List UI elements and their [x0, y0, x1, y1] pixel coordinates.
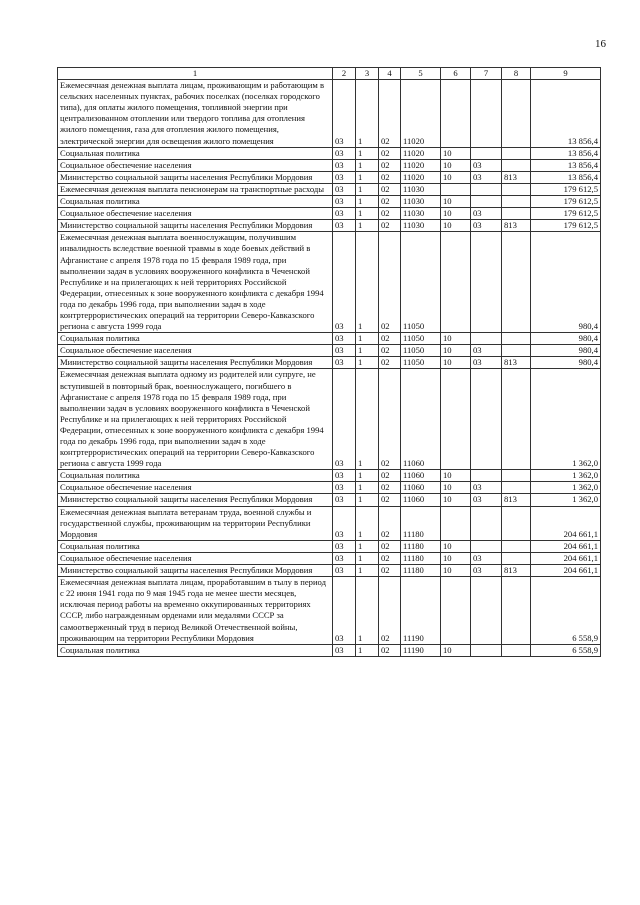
column-header: 2 — [333, 68, 356, 80]
code-rz: 03 — [333, 232, 356, 333]
code-vr — [471, 80, 502, 148]
code-pr: 1 — [356, 540, 379, 552]
code-pr: 1 — [356, 552, 379, 564]
code-ved: 10 — [441, 159, 471, 171]
amount: 6 558,9 — [531, 577, 601, 645]
code-gl — [502, 369, 531, 470]
row-name: Ежемесячная денежная выплата пенсионерам на транспортные расходы — [58, 183, 333, 195]
code-vr: 03 — [471, 345, 502, 357]
code-cs: 02 — [379, 80, 401, 148]
column-header: 7 — [471, 68, 502, 80]
table-row — [58, 565, 601, 577]
code-rz: 03 — [333, 196, 356, 208]
row-name: Социальное обеспечение населения — [58, 482, 333, 494]
code-pr: 1 — [356, 345, 379, 357]
code-vr — [471, 577, 502, 645]
amount: 1 362,0 — [531, 482, 601, 494]
row-name: Социальная политика — [58, 470, 333, 482]
table-row — [58, 369, 601, 470]
code-cs-num: 11020 — [401, 159, 441, 171]
code-cs-num: 11020 — [401, 171, 441, 183]
row-name: Социальная политика — [58, 196, 333, 208]
code-cs: 02 — [379, 470, 401, 482]
amount: 204 661,1 — [531, 540, 601, 552]
row-name: Социальная политика — [58, 147, 333, 159]
row-name: Министерство социальной защиты населения Республики Мордовия — [58, 171, 333, 183]
table-row — [58, 183, 601, 195]
amount: 179 612,5 — [531, 208, 601, 220]
code-pr: 1 — [356, 577, 379, 645]
code-ved: 10 — [441, 540, 471, 552]
code-ved — [441, 577, 471, 645]
code-pr: 1 — [356, 506, 379, 540]
amount: 204 661,1 — [531, 506, 601, 540]
code-ved: 10 — [441, 196, 471, 208]
code-pr: 1 — [356, 159, 379, 171]
code-cs: 02 — [379, 183, 401, 195]
code-ved: 10 — [441, 494, 471, 506]
code-ved: 10 — [441, 147, 471, 159]
code-gl — [502, 183, 531, 195]
code-pr: 1 — [356, 171, 379, 183]
code-rz: 03 — [333, 470, 356, 482]
code-vr — [471, 183, 502, 195]
code-gl — [502, 540, 531, 552]
code-vr — [471, 644, 502, 656]
code-pr: 1 — [356, 369, 379, 470]
budget-table — [57, 67, 601, 657]
code-vr: 03 — [471, 357, 502, 369]
code-vr — [471, 232, 502, 333]
amount: 13 856,4 — [531, 147, 601, 159]
row-name: Социальная политика — [58, 540, 333, 552]
code-cs-num: 11030 — [401, 183, 441, 195]
code-vr: 03 — [471, 482, 502, 494]
code-gl — [502, 196, 531, 208]
row-name: Министерство социальной защиты населения Республики Мордовия — [58, 357, 333, 369]
code-cs: 02 — [379, 345, 401, 357]
code-cs: 02 — [379, 506, 401, 540]
code-pr: 1 — [356, 208, 379, 220]
code-rz: 03 — [333, 208, 356, 220]
code-cs: 02 — [379, 357, 401, 369]
column-header: 6 — [441, 68, 471, 80]
code-ved — [441, 183, 471, 195]
code-rz: 03 — [333, 482, 356, 494]
code-pr: 1 — [356, 565, 379, 577]
code-pr: 1 — [356, 196, 379, 208]
code-pr: 1 — [356, 470, 379, 482]
code-rz: 03 — [333, 183, 356, 195]
code-cs: 02 — [379, 171, 401, 183]
amount: 1 362,0 — [531, 470, 601, 482]
code-gl: 813 — [502, 171, 531, 183]
row-name: Социальная политика — [58, 333, 333, 345]
code-cs-num: 11030 — [401, 208, 441, 220]
code-pr: 1 — [356, 183, 379, 195]
code-ved: 10 — [441, 552, 471, 564]
code-ved: 10 — [441, 345, 471, 357]
code-rz: 03 — [333, 345, 356, 357]
row-name: Ежемесячная денежная выплата лицам, проработавшим в тылу в период с 22 июня 1941 года по 9 мая 1945 года не менее шести месяцев, исключая период работы на временно оккупированных территориях СССР, либо награжденным орденами или медалями СССР за самоотверженный труд в период Великой Отечественной войны, проживающим на территории Республики Мордовия — [58, 577, 333, 645]
row-name: Социальное обеспечение населения — [58, 552, 333, 564]
code-ved: 10 — [441, 220, 471, 232]
code-gl — [502, 506, 531, 540]
code-cs-num: 11180 — [401, 506, 441, 540]
code-rz: 03 — [333, 147, 356, 159]
code-cs: 02 — [379, 644, 401, 656]
code-vr: 03 — [471, 494, 502, 506]
code-gl: 813 — [502, 357, 531, 369]
code-ved: 10 — [441, 333, 471, 345]
code-vr — [471, 470, 502, 482]
code-ved: 10 — [441, 470, 471, 482]
table-row — [58, 232, 601, 333]
code-gl: 813 — [502, 220, 531, 232]
amount: 13 856,4 — [531, 80, 601, 148]
code-gl — [502, 552, 531, 564]
table-row — [58, 552, 601, 564]
table-row — [58, 196, 601, 208]
code-vr — [471, 196, 502, 208]
code-ved — [441, 232, 471, 333]
code-cs-num: 11030 — [401, 196, 441, 208]
row-name: Ежемесячная денежная выплата одному из родителей или супруге, не вступившей в повторный брак, военнослужащего, погибшего в Афганистане с апреля 1978 года по 15 февраля 1989 года, при выполнении задач в условиях вооруженного конфликта в Чеченской Республике и на прилегающих к ней территориях Российской Федерации, отнесенных к зоне вооруженного конфликта с декабря 1994 года по декабрь 1996 года, при выполнении задач в ходе контртеррористических операций на территории Северо-Кавказского региона с августа 1999 года — [58, 369, 333, 470]
row-name: Социальное обеспечение населения — [58, 345, 333, 357]
code-vr — [471, 540, 502, 552]
code-gl — [502, 80, 531, 148]
code-cs-num: 11020 — [401, 80, 441, 148]
code-gl — [502, 644, 531, 656]
code-pr: 1 — [356, 482, 379, 494]
code-cs: 02 — [379, 540, 401, 552]
code-pr: 1 — [356, 333, 379, 345]
code-cs-num: 11060 — [401, 470, 441, 482]
code-gl — [502, 482, 531, 494]
row-name: Ежемесячная денежная выплата ветеранам труда, военной службы и государственной службы, проживающим на территории Республики Мордовия — [58, 506, 333, 540]
code-pr: 1 — [356, 220, 379, 232]
code-cs-num: 11050 — [401, 232, 441, 333]
code-cs: 02 — [379, 494, 401, 506]
row-name: Социальное обеспечение населения — [58, 208, 333, 220]
row-name: Социальная политика — [58, 644, 333, 656]
row-name: Министерство социальной защиты населения Республики Мордовия — [58, 565, 333, 577]
code-cs-num: 11050 — [401, 333, 441, 345]
code-cs: 02 — [379, 482, 401, 494]
table-row — [58, 333, 601, 345]
column-header: 3 — [356, 68, 379, 80]
code-rz: 03 — [333, 494, 356, 506]
amount: 13 856,4 — [531, 159, 601, 171]
table-row — [58, 577, 601, 645]
amount: 6 558,9 — [531, 644, 601, 656]
code-ved: 10 — [441, 482, 471, 494]
amount: 980,4 — [531, 357, 601, 369]
code-pr: 1 — [356, 357, 379, 369]
code-pr: 1 — [356, 232, 379, 333]
code-gl: 813 — [502, 565, 531, 577]
code-gl — [502, 208, 531, 220]
code-cs-num: 11190 — [401, 644, 441, 656]
code-cs: 02 — [379, 220, 401, 232]
table-row — [58, 494, 601, 506]
header-row — [58, 68, 601, 80]
code-pr: 1 — [356, 147, 379, 159]
code-cs-num: 11050 — [401, 357, 441, 369]
code-cs-num: 11020 — [401, 147, 441, 159]
code-cs: 02 — [379, 196, 401, 208]
amount: 204 661,1 — [531, 552, 601, 564]
code-gl: 813 — [502, 494, 531, 506]
code-rz: 03 — [333, 159, 356, 171]
code-cs-num: 11190 — [401, 577, 441, 645]
code-gl — [502, 470, 531, 482]
amount: 980,4 — [531, 333, 601, 345]
code-vr — [471, 506, 502, 540]
code-rz: 03 — [333, 80, 356, 148]
code-pr: 1 — [356, 644, 379, 656]
code-gl — [502, 147, 531, 159]
code-rz: 03 — [333, 369, 356, 470]
row-name: Социальное обеспечение населения — [58, 159, 333, 171]
code-cs-num: 11180 — [401, 565, 441, 577]
column-header: 4 — [379, 68, 401, 80]
code-gl — [502, 159, 531, 171]
column-header: 5 — [401, 68, 441, 80]
amount: 179 612,5 — [531, 196, 601, 208]
amount: 204 661,1 — [531, 565, 601, 577]
column-header: 9 — [531, 68, 601, 80]
code-rz: 03 — [333, 171, 356, 183]
code-cs: 02 — [379, 147, 401, 159]
code-cs-num: 11060 — [401, 369, 441, 470]
amount: 13 856,4 — [531, 171, 601, 183]
code-gl — [502, 577, 531, 645]
table-row — [58, 357, 601, 369]
code-cs: 02 — [379, 369, 401, 470]
table-row — [58, 482, 601, 494]
code-rz: 03 — [333, 577, 356, 645]
code-gl — [502, 232, 531, 333]
code-vr — [471, 369, 502, 470]
code-cs-num: 11060 — [401, 482, 441, 494]
page-number: 16 — [595, 38, 606, 50]
code-vr: 03 — [471, 171, 502, 183]
code-gl — [502, 345, 531, 357]
code-rz: 03 — [333, 333, 356, 345]
amount: 1 362,0 — [531, 369, 601, 470]
amount: 980,4 — [531, 345, 601, 357]
code-rz: 03 — [333, 565, 356, 577]
code-cs: 02 — [379, 565, 401, 577]
code-cs: 02 — [379, 232, 401, 333]
code-gl — [502, 333, 531, 345]
code-cs-num: 11060 — [401, 494, 441, 506]
code-cs-num: 11180 — [401, 552, 441, 564]
code-cs: 02 — [379, 577, 401, 645]
amount: 980,4 — [531, 232, 601, 333]
code-ved: 10 — [441, 644, 471, 656]
code-cs: 02 — [379, 159, 401, 171]
row-name: Министерство социальной защиты населения Республики Мордовия — [58, 494, 333, 506]
table-row — [58, 80, 601, 148]
code-vr: 03 — [471, 159, 502, 171]
column-header: 1 — [58, 68, 333, 80]
table-row — [58, 159, 601, 171]
table-row — [58, 220, 601, 232]
amount: 179 612,5 — [531, 220, 601, 232]
code-cs-num: 11030 — [401, 220, 441, 232]
row-name: Министерство социальной защиты населения Республики Мордовия — [58, 220, 333, 232]
code-ved: 10 — [441, 171, 471, 183]
code-rz: 03 — [333, 644, 356, 656]
code-rz: 03 — [333, 506, 356, 540]
table-row — [58, 506, 601, 540]
code-vr: 03 — [471, 565, 502, 577]
code-ved — [441, 369, 471, 470]
code-rz: 03 — [333, 220, 356, 232]
row-name: Ежемесячная денежная выплата военнослужащим, получившим инвалидность вследствие военной травмы в ходе боевых действий в Афганистане с апреля 1978 года по 15 февраля 1989 года, при выполнении задач в условиях вооруженного конфликта в Чеченской Республике и на прилегающих к ней территориях Российской Федерации, отнесенных к зоне вооруженного конфликта с декабря 1994 года по декабрь 1996 года, при выполнении задач в ходе контртеррористических операций на территории Северо-Кавказского региона с августа 1999 года — [58, 232, 333, 333]
code-ved: 10 — [441, 565, 471, 577]
code-cs: 02 — [379, 208, 401, 220]
table-row — [58, 147, 601, 159]
code-rz: 03 — [333, 540, 356, 552]
code-ved: 10 — [441, 208, 471, 220]
table-row — [58, 470, 601, 482]
code-vr: 03 — [471, 552, 502, 564]
code-pr: 1 — [356, 80, 379, 148]
code-rz: 03 — [333, 552, 356, 564]
code-rz: 03 — [333, 357, 356, 369]
code-ved — [441, 80, 471, 148]
table-row — [58, 644, 601, 656]
code-vr: 03 — [471, 220, 502, 232]
amount: 1 362,0 — [531, 494, 601, 506]
code-vr — [471, 147, 502, 159]
code-cs: 02 — [379, 552, 401, 564]
code-cs-num: 11180 — [401, 540, 441, 552]
code-vr: 03 — [471, 208, 502, 220]
code-ved: 10 — [441, 357, 471, 369]
table-row — [58, 171, 601, 183]
row-name: Ежемесячная денежная выплата лицам, проживающим и работающим в сельских населенных пунктах, рабочих поселках (поселках городского типа), для оплаты жилого помещения, топливной энергии при централизованном отоплении или твердого топлива для отопления жилого помещения, газа для отопления жилого помещения, электрической энергии для освещения жилого помещения — [58, 80, 333, 148]
code-cs: 02 — [379, 333, 401, 345]
table-row — [58, 540, 601, 552]
code-ved — [441, 506, 471, 540]
column-header: 8 — [502, 68, 531, 80]
table-row — [58, 345, 601, 357]
table-row — [58, 208, 601, 220]
code-cs-num: 11050 — [401, 345, 441, 357]
amount: 179 612,5 — [531, 183, 601, 195]
code-vr — [471, 333, 502, 345]
code-pr: 1 — [356, 494, 379, 506]
